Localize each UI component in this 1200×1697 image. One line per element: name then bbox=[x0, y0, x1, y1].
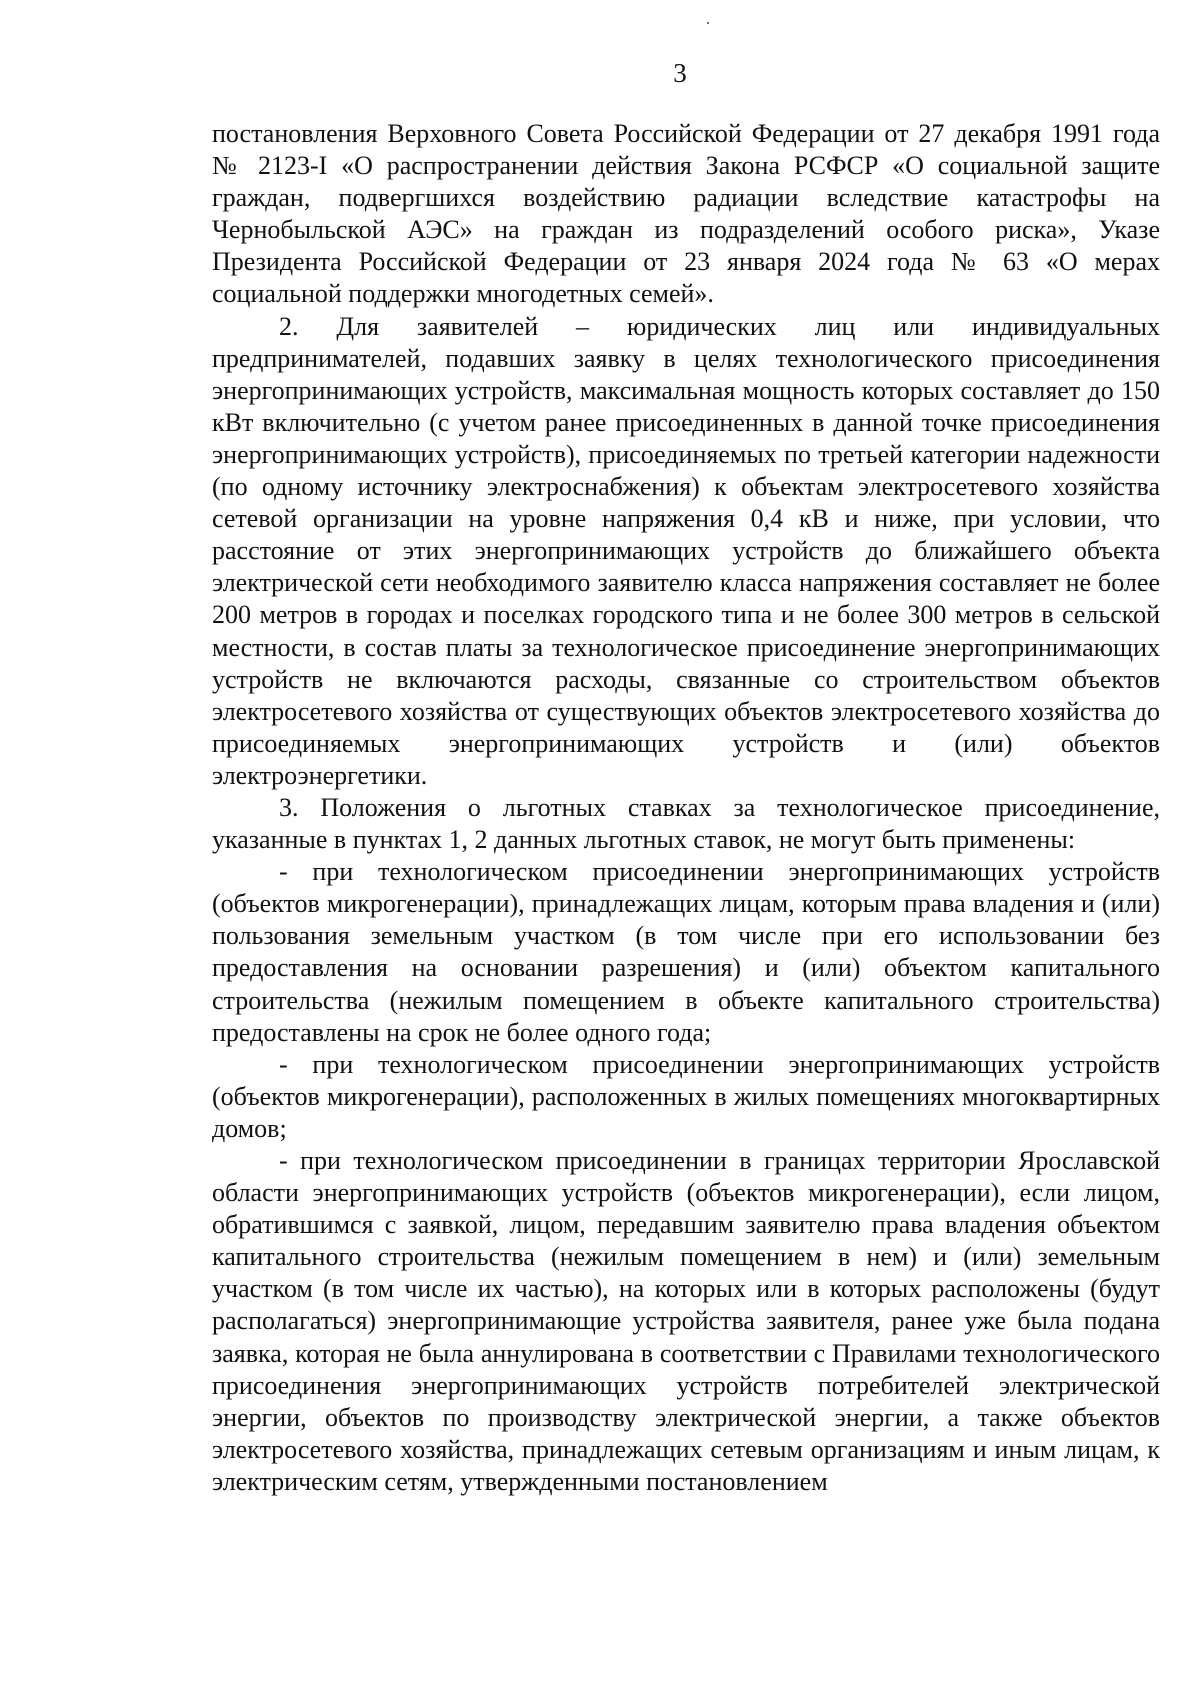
bullet-item-3: - при технологическом присоединении в границах территории Ярославской области энергопринимающих устройств (объектов микрогенерации), если лицом, обратившимся с заявкой, лицом, передавшим заявителю права владения объектом капитального строительства (нежилым помещением в нем) и (или) земельным участком (в том числе их частью), на которых или в которых расположены (будут располагаться) энергопринимающие устройства заявителя, ранее уже была подана заявка, которая не была аннулирована в соответствии с Правилами технологического присоединения энергопринимающих устройств потребителей электрической энергии, объектов по производству электрической энергии, а также объектов электросетевого хозяйства, принадлежащих сетевым организациям и иным лицам, к электрическим сетям, утвержденными постановлением bbox=[212, 1146, 1160, 1496]
document-body bbox=[212, 118, 1160, 1498]
bullet-item-2: - при технологическом присоединении энергопринимающих устройств (объектов микрогенерации), расположенных в жилых помещениях многоквартирных домов; bbox=[212, 1049, 1160, 1143]
scan-artifact bbox=[707, 22, 709, 24]
paragraph-item-3: 3. Положения о льготных ставках за технологическое присоединение, указанные в пунктах 1, 2 данных льготных ставок, не могут быть применены: bbox=[212, 792, 1160, 855]
paragraph-continuation: постановления Верховного Совета Российской Федерации от 27 декабря 1991 года № 2123-I «О распространении действия Закона РСФСР «О социальной защите граждан, подвергшихся воздействию радиации вследствие катастрофы на Чернобыльской АЭС» на граждан из подразделений особого риска», Указе Президента Российской Федерации от 23 января 2024 года № 63 «О мерах социальной поддержки многодетных семей». bbox=[212, 119, 1160, 309]
bullet-item-1: - при технологическом присоединении энергопринимающих устройств (объектов микрогенерации), принадлежащих лицам, которым права владения и (или) пользования земельным участком (в том числе при его использовании без предоставления на основании разрешения) и (или) объектом капитального строительства (нежилым помещением в объекте капитального строительства) предоставлены на срок не более одного года; bbox=[212, 857, 1160, 1047]
page-number: 3 bbox=[673, 58, 687, 88]
paragraph-item-2: 2. Для заявителей – юридических лиц или индивидуальных предпринимателей, подавших заявку в целях технологического присоединения энергопринимающих устройств, максимальная мощность которых составляет до 150 кВт включительно (с учетом ранее присоединенных в данной точке присоединения энергопринимающих устройств), присоединяемых по третьей категории надежности (по одному источнику электроснабжения) к объектам электросетевого хозяйства сетевой организации на уровне напряжения 0,4 кВ и ниже, при условии, что расстояние от этих энергопринимающих устройств до ближайшего объекта электрической сети необходимого заявителю класса напряжения составляет не более 200 метров в городах и поселках городского типа и не более 300 метров в сельской местности, в состав платы за технологическое присоединение энергопринимающих устройств не включаются расходы, связанные со строительством объектов электросетевого хозяйства от существующих объектов электросетевого хозяйства до присоединяемых энергопринимающих устройств и (или) объектов электроэнергетики. bbox=[212, 311, 1160, 790]
